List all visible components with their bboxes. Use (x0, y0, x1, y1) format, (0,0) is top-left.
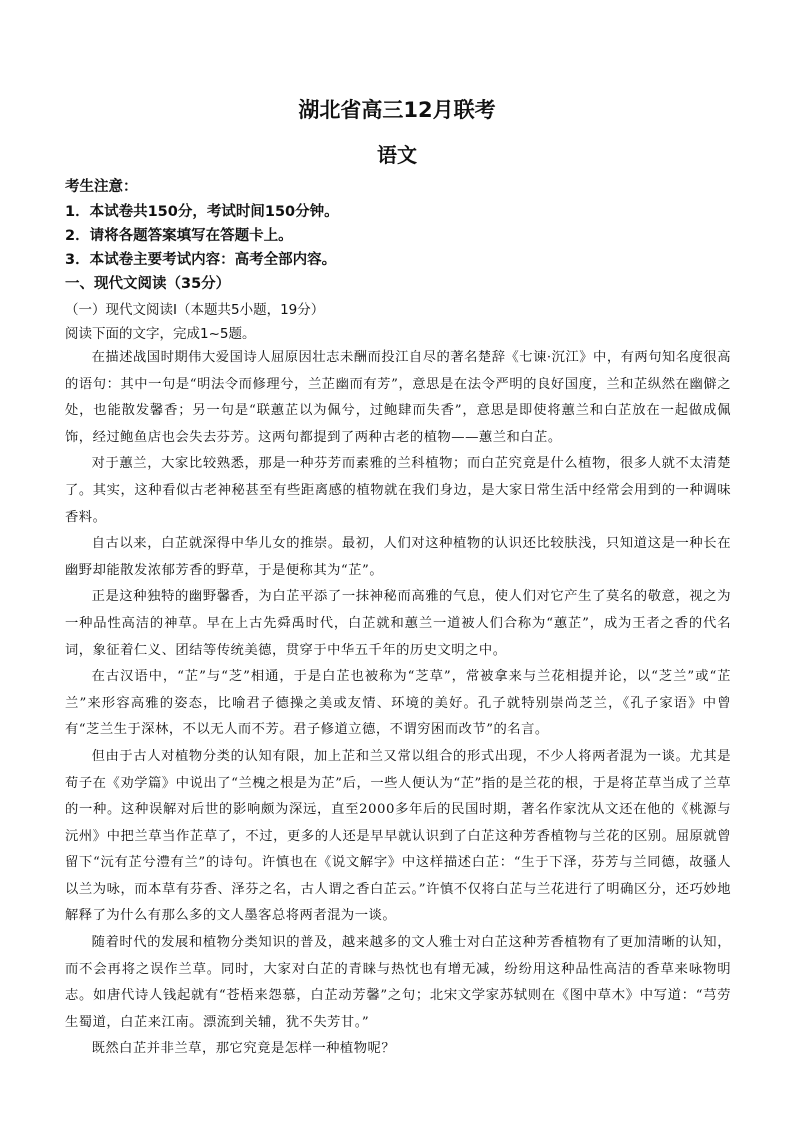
notice-item: 1．本试卷共150分，考试时间150分钟。 (65, 204, 339, 220)
notice-heading: 考生注意： (65, 179, 138, 195)
passage-paragraph: 但由于古人对植物分类的认知有限，加上芷和兰又常以组合的形式出现，不少人将两者混为一谈。尤其是荀子在《劝学篇》中说出了“兰槐之根是为芷”后，一些人便认为“芷”指的是兰花的根，于是将芷草当成了兰草的一种。这种误解对后世的影响颇为深远，直至2000多年后的民国时期，著名作家沈从文还在他的《桃源与沅州》中把兰草当作芷草了，不过，更多的人还是早早就认识到了白芷这种芳香植物与兰花的区别。屈原就曾留下“沅有芷兮澧有兰”的诗句。许慎也在《说文解字》中这样描述白芷：“生于下泽，芬芳与兰同德，故骚人以兰为咏，而本草有芬香、泽芬之名，古人谓之香白芷云。”许慎不仅将白芷与兰花进行了明确区分，还巧妙地解释了为什么有那么多的文人墨客总将两者混为一谈。 (65, 748, 731, 924)
notice-item: 2．请将各题答案填写在答题卡上。 (65, 228, 293, 244)
passage (65, 345, 731, 1063)
passage-paragraph: 在古汉语中，“芷”与“芝”相通，于是白芷也被称为“芝草”，常被拿来与兰花相提并论，以“芝兰”或“芷兰”来形容高雅的姿态，比喻君子德操之美或友情、环境的美好。孔子就特别崇尚芝兰，《孔子家语》中曾有“芝兰生于深林，不以无人而不芳。君子修道立德，不谓穷困而改节”的名言。 (65, 669, 731, 738)
passage-paragraph: 既然白芷并非兰草，那它究竟是怎样一种植物呢？ (91, 1041, 396, 1057)
passage-paragraph: 对于蕙兰，大家比较熟悉，那是一种芬芳而素雅的兰科植物；而白芷究竟是什么植物，很多人就不太清楚了。其实，这种看似古老神秘甚至有些距离感的植物就在我们身边，是大家日常生活中经常会用到的一种调味香料。 (65, 456, 731, 525)
notice-item: 3．本试卷主要考试内容：高考全部内容。 (65, 252, 337, 268)
section-heading: 一、现代文阅读（35分） (65, 276, 231, 292)
passage-paragraph: 自古以来，白芷就深得中华儿女的推崇。最初，人们对这种植物的认识还比较肤浅，只知道这是一种长在幽野却能散发浓郁芳香的野草，于是便称其为“芷”。 (65, 536, 731, 578)
subject-title: 语文 (377, 143, 417, 167)
reading-instruction: 阅读下面的文字，完成1~5题。 (65, 326, 256, 342)
exam-title: 湖北省高三12月联考 (298, 98, 496, 122)
passage-paragraph: 随着时代的发展和植物分类知识的普及，越来越多的文人雅士对白芷这种芳香植物有了更加清晰的认知，而不会再将之误作兰草。同时，大家对白芷的青睐与热忱也有增无减，纷纷用这种品性高洁的香草来咏物明志。如唐代诗人钱起就有“苍梧来怨慕，白芷动芳馨”之句；北宋文学家苏轼则在《图中草木》中写道：“芎劳生蜀道，白芷来江南。漂流到关辅，犹不失芳甘。” (65, 935, 731, 1030)
passage-paragraph: 正是这种独特的幽野馨香，为白芷平添了一抹神秘而高雅的气息，使人们对它产生了莫名的敬意，视之为一种品性高洁的神草。早在上古先舜禹时代，白芷就和蕙兰一道被人们合称为“蕙芷”，成为王者之香的代名词，象征着仁义、团结等传统美德，贯穿于中华五千年的历史文明之中。 (65, 589, 731, 658)
passage-paragraph: 在描述战国时期伟大爱国诗人屈原因壮志未酬而投江自尽的著名楚辞《七谏·沉江》中，有两句知名度很高的语句：其中一句是“明法令而修理兮，兰芷幽而有芳”，意思是在法令严明的良好国度，兰和芷纵然在幽僻之处，也能散发馨香；另一句是“联蕙芷以为佩兮，过鲍肆而失香”，意思是即使将蕙兰和白芷放在一起做成佩饰，经过鲍鱼店也会失去芬芳。这两句都提到了两种古老的植物——蕙兰和白芷。 (65, 350, 731, 445)
section-subheading: （一）现代文阅读Ⅰ（本题共5小题，19分） (65, 302, 325, 318)
